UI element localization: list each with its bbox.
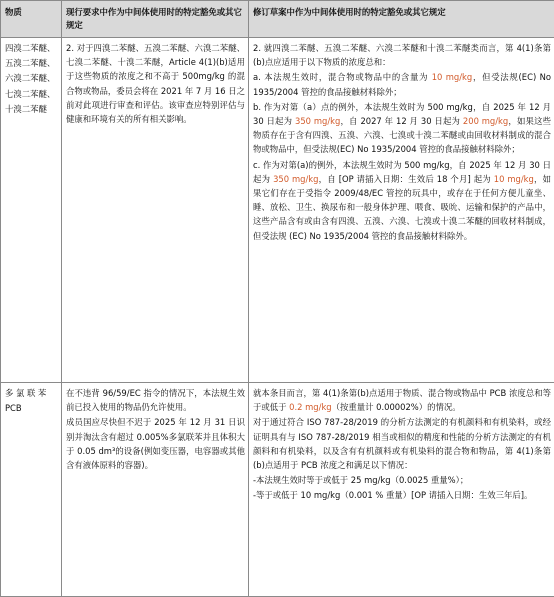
table-row: [1, 383, 554, 597]
draft-paragraph: 对于通过符合 ISO 787-28/2019 的分析方法测定的有机颜料和有机染料，或经证明具有与 ISO 787-28/2019 相当或相似的精度和性能的分析方法测定的有机颜料和有机染料，以及含有有机颜料或有机染料的混合物和物品，第 4(1)条第(b)点适用于 PCB 浓度之和满足以下情况：: [253, 417, 551, 471]
header-current-requirements: 现行要求中作为中间体使用时的特定豁免或其它规定: [62, 1, 249, 38]
draft-paragraph: 就本条目而言，第 4(1)条第(b)点适用于物质、混合物或物品中 PCB 浓度总和等于或低于 0.2 mg/kg（按重量计 0.00002%）的情况。: [253, 388, 551, 413]
draft-paragraph: b. 作为对第（a）点的例外，本法规生效时为 500 mg/kg，自 2025 年 12 月 30 日起为 350 mg/kg，自 2027 年 12 月 30 日起为 200 mg/kg，如果这些物质存在于含有四溴、五溴、六溴、七溴或十溴二苯醚或由回收材料制成的混合物或物品中，但受法规(EC) No 1935/2004 管控的食品接触材料除外；: [253, 101, 551, 155]
limit-value: 350 mg/kg: [295, 116, 341, 127]
current-paragraph: 成员国应尽快但不迟于 2025 年 12 月 31 日识别并淘汰含有超过 0.005%多氯联苯并且体积大于 0.05 dm³的设备(例如变压器，电容器或其他含有液体原料的容器)。: [66, 417, 245, 471]
limit-value: 350 mg/kg: [273, 173, 319, 184]
header-revised-draft: 修订草案中作为中间体使用时的特定豁免或其它规定: [249, 1, 554, 38]
draft-paragraph: a. 本法规生效时，混合物或物品中的含量为 10 mg/kg，但受法规(EC) No 1935/2004 管控的食品接触材料除外；: [253, 72, 552, 97]
substance-line: 六溴二苯醚、: [5, 73, 56, 84]
limit-value: 200 mg/kg: [462, 116, 509, 127]
current-requirement-cell: [62, 383, 249, 597]
substance-cell: [1, 383, 62, 597]
draft-paragraph: -等于或低于 10 mg/kg（0.001 % 重量）[OP 请插入日期：生效三年后]。: [253, 490, 533, 501]
header-substance: 物质: [1, 1, 62, 38]
limit-value: 10 mg/kg: [431, 72, 473, 83]
current-requirement-cell: [62, 38, 249, 383]
substance-line: 七溴二苯醚、: [5, 88, 56, 99]
draft-provision-cell: [249, 38, 554, 383]
limit-value: 0.2 mg/kg: [289, 402, 332, 413]
draft-paragraph: 2. 就四溴二苯醚、五溴二苯醚、六溴二苯醚和十溴二苯醚类而言，第 4(1)条第(b)点应适用于以下物质的浓度总和：: [253, 43, 551, 68]
draft-paragraph: -本法规生效时等于或低于 25 mg/kg（0.0025 重量%）；: [253, 475, 469, 486]
limit-value: 10 mg/kg: [493, 173, 534, 184]
header-row: [1, 1, 554, 38]
current-paragraph: 在不违背 96/59/EC 指令的情况下，本法规生效前已投入使用的物品仍允许使用。: [66, 388, 245, 413]
table-row: [1, 38, 554, 383]
draft-provision-cell: [249, 383, 554, 597]
substance-line: 多氯联苯: [5, 388, 49, 398]
substance-cell: [1, 38, 62, 383]
substance-line: 五溴二苯醚、: [5, 58, 56, 69]
substance-line: 四溴二苯醚、: [5, 43, 56, 53]
substance-line: PCB: [5, 403, 22, 414]
draft-paragraph: c. 作为对第(a)的例外，本法规生效时为 500 mg/kg，自 2025 年 12 月 30 日起为 350 mg/kg，自 [OP 请插入日期：生效后 18 个月] 起为 10 mg/kg，如果它们存在于受指令 2009/48/EC 管控的玩具中，或存在于任何方便儿童坐、睡、放松、卫生、换尿布和一般身体护理、喂食、吸吮、运输和保护的产品中，这些产品含有或由含有四溴、五溴、六溴、七溴或十溴二苯醚的回收材料制成，但受法规 (EC) No 1935/2004 管控的食品接触材料除外。: [253, 159, 552, 241]
substance-line: 十溴二苯醚: [5, 103, 47, 114]
current-paragraph: 2. 对于四溴二苯醚、五溴二苯醚、六溴二苯醚、七溴二苯醚、十溴二苯醚，Article 4(1)(b)适用于这些物质的浓度之和不高于 500mg/kg 的混合物或物品，委员会将在 2021 年 7 月 16 日之前对此项进行审查和评估。该审查应特别评估与健康和环境有关的所有相关影响。: [66, 43, 245, 125]
